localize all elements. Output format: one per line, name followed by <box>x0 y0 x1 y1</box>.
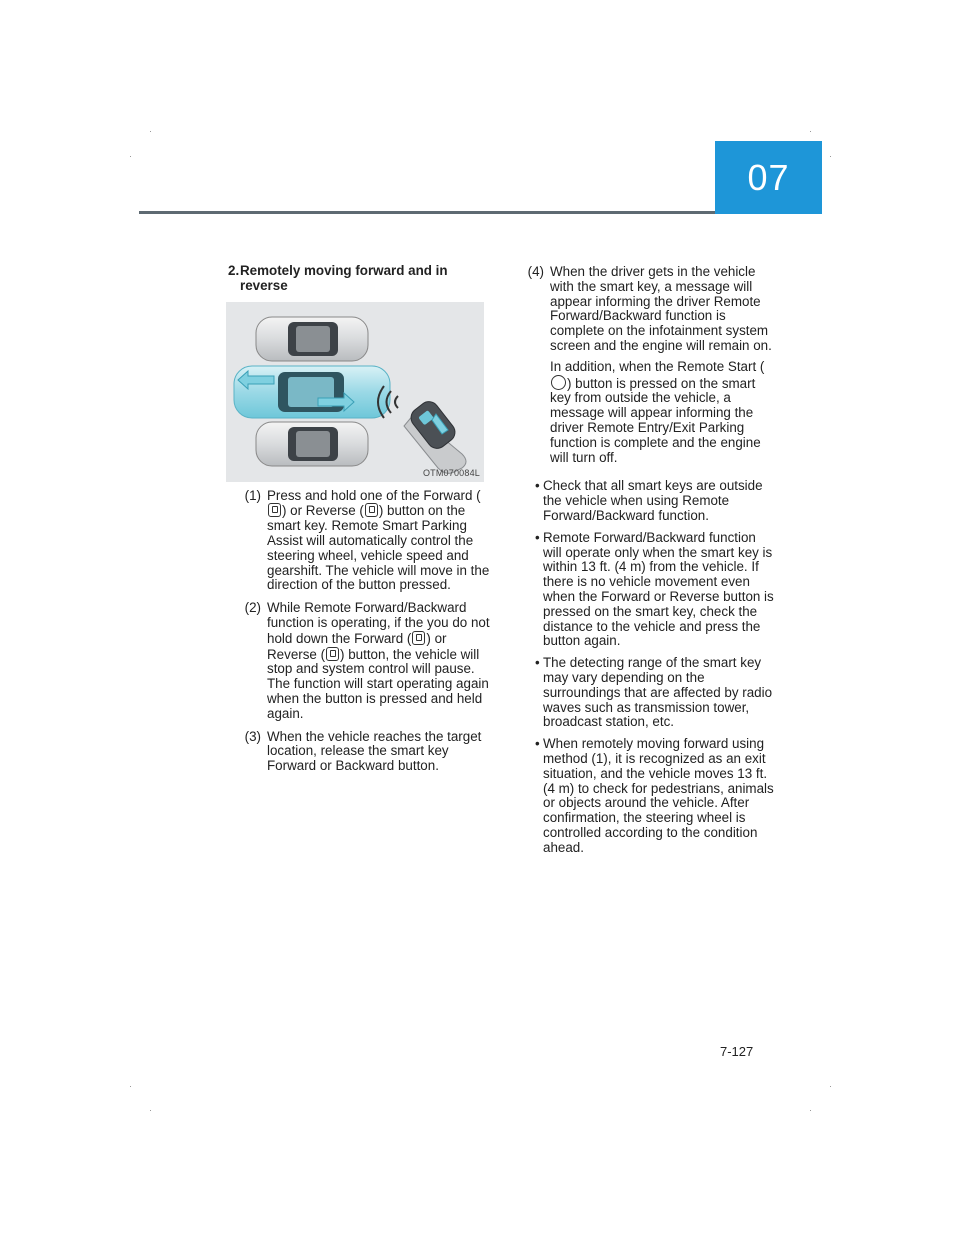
bullet-dot: • <box>535 655 540 671</box>
section-title: Remotely moving forward and in reverse <box>240 263 448 293</box>
item-text: When the vehicle reaches the target location, release the smart key Forward or Backward button. <box>267 728 482 774</box>
bullet-text: The detecting range of the smart key may vary depending on the surroundings that are affected by radio waves such as transmission tower, broadcast station, etc. <box>543 655 773 730</box>
item-paragraph <box>550 360 776 466</box>
note-bullet <box>526 656 776 730</box>
header-rule <box>139 211 715 214</box>
crop-mark <box>130 156 131 157</box>
crop-mark <box>150 131 151 132</box>
parked-car-top <box>256 317 368 361</box>
bullet-dot: • <box>535 736 540 752</box>
note-bullet <box>526 737 776 855</box>
bullet-text: Check that all smart keys are outside the vehicle when using Remote Forward/Backward function. <box>543 478 763 523</box>
remote-start-hold-icon <box>551 375 566 390</box>
right-column <box>526 265 776 862</box>
text-fragment: Press and hold one of the Forward ( <box>267 487 481 503</box>
crop-mark <box>130 1086 131 1087</box>
list-item <box>228 601 490 721</box>
chapter-number: 07 <box>747 156 790 198</box>
text-fragment: ) button, the vehicle will stop and system control will pause. The function will start operating again when the button is pressed and held again. <box>267 646 489 721</box>
reverse-button-icon <box>365 503 378 517</box>
text-fragment: ) or Reverse ( <box>282 503 364 519</box>
item-number: (3) <box>244 728 261 744</box>
item-number: (2) <box>244 600 261 616</box>
text-fragment: ) or Reverse ( <box>267 630 447 662</box>
item-number: (4) <box>527 264 544 279</box>
note-bullet <box>526 479 776 523</box>
forward-button-icon <box>268 503 281 517</box>
forward-button-icon <box>412 631 425 645</box>
item-text <box>267 601 490 721</box>
figure-code: OTM070084L <box>422 467 480 478</box>
section-number: 2. <box>228 263 240 278</box>
text-fragment: ) button on the smart key. Remote Smart Parking Assist will automatically control the steering wheel, vehicle speed and gearshift. The vehicle will move in the direction of the button pressed. <box>267 503 490 593</box>
text-fragment: ) button is pressed on the smart key from outside the vehicle, a message will appear informing the driver Remote Entry/Exit Parking function is complete and the engine will turn off. <box>550 375 761 465</box>
smart-key-hand-icon <box>404 397 466 473</box>
bullet-text: When remotely moving forward using method (1), it is recognized as an exit situation, and the vehicle moves 13 ft. (4 m) to check for pedestrians, animals or objects around the vehicle. After confirmation, the steering wheel is controlled according to the condition ahead. <box>543 736 774 855</box>
text-fragment: In addition, when the Remote Start ( <box>550 358 765 374</box>
section-heading <box>228 264 490 294</box>
cars-illustration <box>226 302 484 482</box>
item-text <box>267 489 490 594</box>
list-item <box>228 489 490 594</box>
list-item <box>526 265 776 465</box>
page-number: 7-127 <box>720 1044 754 1059</box>
item-paragraph: When the driver gets in the vehicle with the smart key, a message will appear informing the driver Remote Forward/Backward function is complete on the infotainment system screen and the engine will remain on. <box>550 264 772 353</box>
parked-car-bottom <box>256 422 368 466</box>
left-column <box>228 264 490 782</box>
crop-mark <box>810 131 811 132</box>
crop-mark <box>830 156 831 157</box>
chapter-tab <box>715 141 822 214</box>
note-bullet <box>526 531 776 649</box>
remote-parking-figure <box>226 302 484 482</box>
bullet-dot: • <box>535 478 540 494</box>
crop-mark <box>810 1110 811 1111</box>
item-text <box>550 265 776 465</box>
reverse-button-icon <box>326 647 339 661</box>
moving-car <box>234 366 390 418</box>
crop-mark <box>830 1086 831 1087</box>
bullet-dot: • <box>535 529 540 545</box>
text-fragment: While Remote Forward/Backward function is operating, if the you do not hold down the Forward ( <box>267 600 490 646</box>
list-item <box>228 730 490 774</box>
bullet-text: Remote Forward/Backward function will operate only when the smart key is within 13 ft. (4 m) from the vehicle. If there is no vehicle movement even when the Forward or Reverse button is pressed on the smart key, check the distance to the vehicle and press the button again. <box>543 529 774 649</box>
item-number: (1) <box>244 487 261 503</box>
crop-mark <box>150 1110 151 1111</box>
